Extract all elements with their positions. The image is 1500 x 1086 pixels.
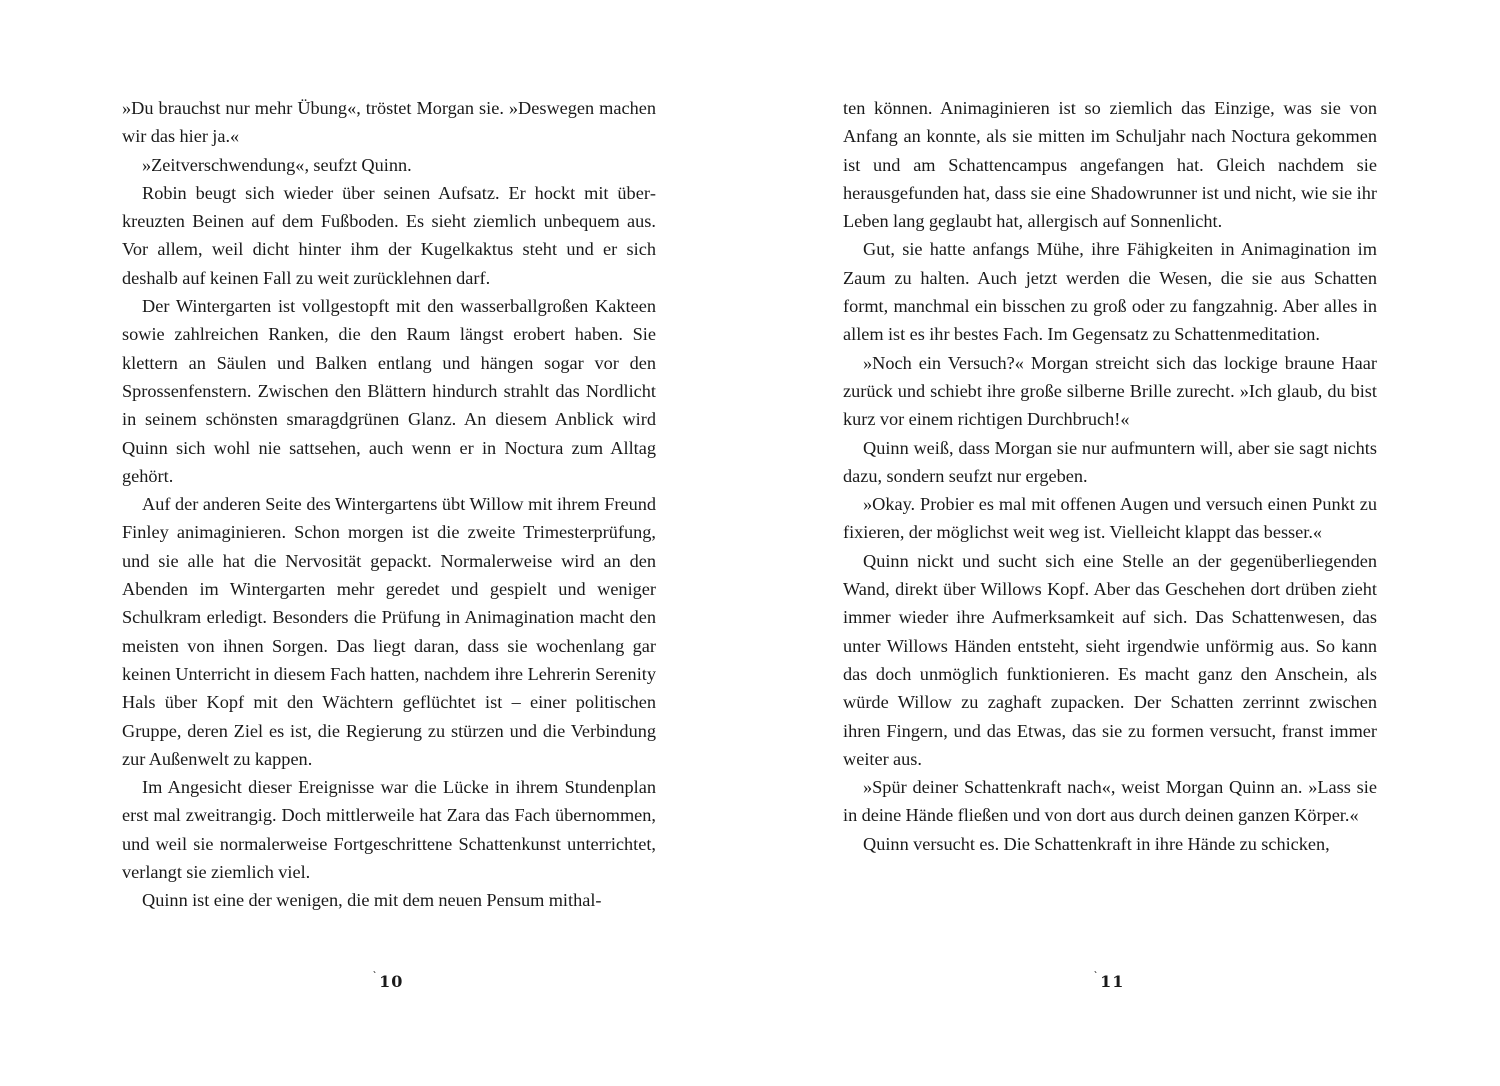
right-page xyxy=(843,94,1377,954)
paragraph: »Du brauchst nur mehr Übung«, tröstet Morgan sie. »Deswegen machen wir das hier ja.« xyxy=(122,98,656,147)
page-number-right xyxy=(1069,972,1149,991)
page-number-left xyxy=(348,972,428,991)
paragraph: Im Angesicht dieser Ereignisse war die Lücke in ihrem Stundenplan erst mal zweitrangig. Doch mittlerweile hat Zara das Fach übernommen, und weil sie normalerweise Fortgeschrittene Schattenkunst unterrichtet, verlangt sie ziemlich viel. xyxy=(122,777,656,883)
paragraph: »Noch ein Versuch?« Morgan streicht sich das lockige braune Haar zurück und schiebt ihre große silberne Brille zurecht. »Ich glaub, du bist kurz vor einem richtigen Durchbruch!« xyxy=(843,352,1377,430)
paragraph: »Spür deiner Schattenkraft nach«, weist Morgan Quinn an. »Lass sie in deine Hände fließen und von dort aus durch deinen ganzen Körper.« xyxy=(843,777,1377,826)
folio-ornament-icon: ˋ xyxy=(372,972,379,982)
page-number-text: 11 xyxy=(1100,972,1125,991)
paragraph: Quinn ist eine der wenigen, die mit dem neuen Pensum mithal- xyxy=(142,890,602,911)
paragraph: Robin beugt sich wieder über seinen Aufsatz. Er hockt mit überkreuzten Beinen auf dem Fußboden. Es sieht ziemlich unbequem aus. Vor allem, weil dicht hinter ihm der Kugelkaktus steht und er sich deshalb auf keinen Fall zu weit zurücklehnen darf. xyxy=(122,182,656,288)
paragraph: Auf der anderen Seite des Wintergartens übt Willow mit ihrem Freund Finley animaginieren. Schon morgen ist die zweite Trimesterprüfung, und sie alle hat die Nervosität gepackt. Normalerweise wird an den Abenden im Wintergarten mehr geredet und gespielt und weniger Schulkram erledigt. Besonders die Prüfung in Animagination macht den meisten von ihnen Sorgen. Das liegt daran, dass sie wochenlang gar keinen Unterricht in diesem Fach hatten, nachdem ihre Lehrerin Serenity Hals über Kopf mit den Wächtern geflüchtet ist – einer politischen Gruppe, deren Ziel es ist, die Regierung zu stürzen und die Verbindung zur Außenwelt zu kappen. xyxy=(122,494,656,769)
folio-ornament-icon: ˋ xyxy=(1093,972,1100,982)
paragraph: Der Wintergarten ist vollgestopft mit den wasserballgroßen Kakteen sowie zahlreichen Ranken, die den Raum längst erobert haben. Sie klettern an Säulen und Balken entlang und hängen sogar vor den Sprossenfenstern. Zwischen den Blättern hindurch strahlt das Nordlicht in seinem schönsten smaragdgrünen Glanz. An diesem Anblick wird Quinn sich wohl nie sattsehen, auch wenn er in Noctura zum Alltag gehört. xyxy=(122,296,656,486)
paragraph: Quinn nickt und sucht sich eine Stelle an der gegenüberliegenden Wand, direkt über Willows Kopf. Aber das Geschehen dort drüben zieht immer wieder ihre Aufmerksamkeit auf sich. Das Schattenwesen, das unter Willows Händen entsteht, sieht irgendwie unförmig aus. So kann das doch unmöglich funktionieren. Es macht ganz den Anschein, als würde Willow zu zaghaft zupacken. Der Schatten zerrinnt zwischen ihren Fingern, und das Etwas, das sie zu formen versucht, franst immer weiter aus. xyxy=(843,550,1377,769)
paragraph: »Zeitverschwendung«, seufzt Quinn. xyxy=(142,154,412,175)
paragraph: Quinn versucht es. Die Schattenkraft in ihre Hände zu schicken, xyxy=(863,833,1330,854)
paragraph: »Okay. Probier es mal mit offenen Augen und versuch einen Punkt zu fixieren, der möglichst weit weg ist. Vielleicht klappt das besser.« xyxy=(843,494,1377,543)
left-page xyxy=(122,94,656,954)
paragraph: Quinn weiß, dass Morgan sie nur aufmuntern will, aber sie sagt nichts dazu, sondern seufzt nur ergeben. xyxy=(843,437,1377,486)
page-number-text: 10 xyxy=(379,972,404,991)
paragraph: ten können. Animaginieren ist so ziemlich das Einzige, was sie von Anfang an konnte, als sie mitten im Schuljahr nach Noctura gekommen ist und am Schattencampus angefangen hat. Gleich nachdem sie herausgefunden hat, dass sie eine Shadowrunner ist und nicht, wie sie ihr Leben lang geglaubt hat, allergisch auf Sonnenlicht. xyxy=(843,98,1377,232)
paragraph: Gut, sie hatte anfangs Mühe, ihre Fähigkeiten in Animagination im Zaum zu halten. Auch jetzt werden die Wesen, die sie aus Schatten formt, manchmal ein bisschen zu groß oder zu fangzahnig. Aber alles in allem ist es ihr bestes Fach. Im Gegensatz zu Schattenmeditation. xyxy=(843,239,1377,345)
